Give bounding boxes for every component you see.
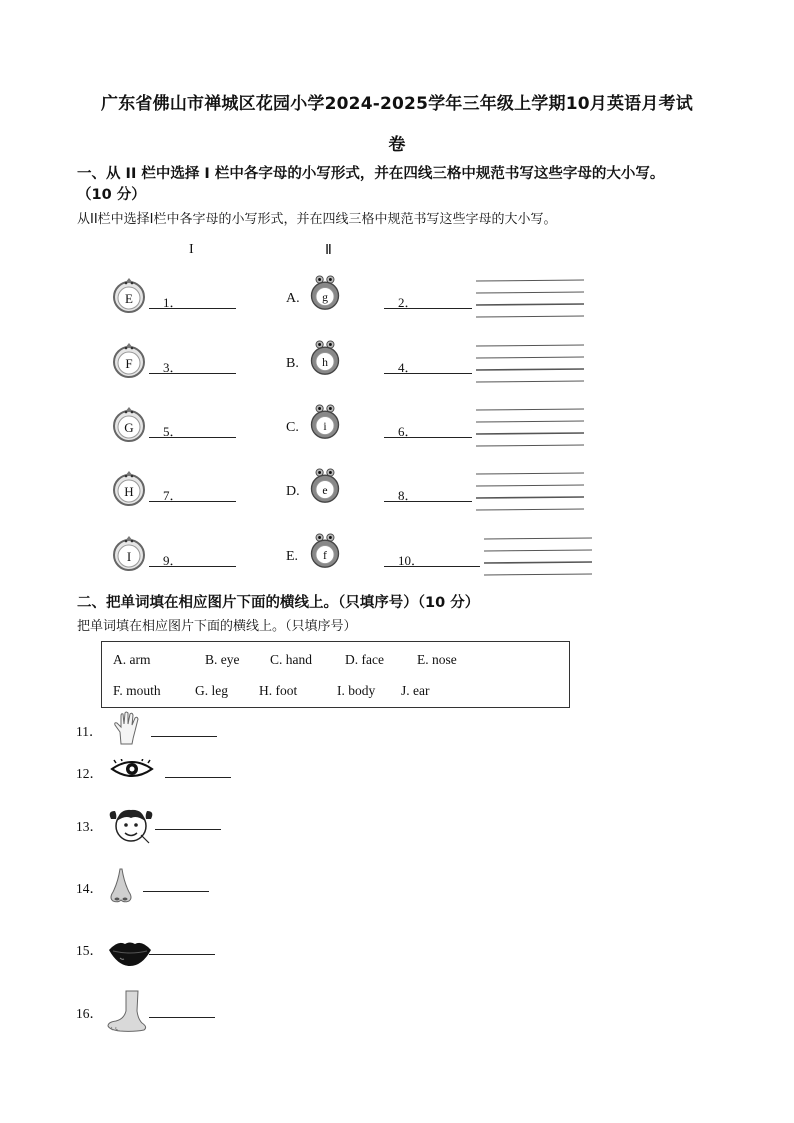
word-option: E. nose [417, 652, 457, 667]
question-number: 12． [76, 766, 103, 781]
answer-blank[interactable] [149, 548, 236, 567]
answer-blank[interactable] [151, 735, 217, 737]
uppercase-letter-badge [111, 277, 147, 313]
lowercase-letter-badge [307, 275, 343, 311]
lowercase-letter-badge [307, 404, 343, 440]
option-label: B. [286, 356, 299, 371]
section2-heading: 二、把单词填在相应图片下面的横线上。（只填序号）（10 分） [77, 595, 480, 611]
word-option: C. hand [270, 652, 312, 667]
four-line-writing-grid[interactable] [484, 537, 592, 577]
blank-number: 6． [398, 424, 418, 439]
word-option: J. ear [401, 683, 430, 698]
mouth-icon [108, 938, 152, 968]
blank-number: 10． [398, 553, 425, 568]
option-label: D. [286, 484, 300, 499]
lowercase-letter: h [322, 356, 328, 370]
face-icon [107, 805, 155, 845]
uppercase-letter-badge [111, 406, 147, 442]
foot-icon [104, 989, 148, 1033]
blank-number: 5． [163, 424, 183, 439]
answer-blank[interactable] [384, 290, 472, 309]
section1-instruction: 从II栏中选择I栏中各字母的小写形式，并在四线三格中规范书写这些字母的大小写。 [77, 212, 557, 227]
four-line-writing-grid[interactable] [476, 344, 584, 384]
page-title-continued: 卷 [388, 135, 406, 155]
uppercase-letter: H [124, 484, 134, 499]
section2-instruction: 把单词填在相应图片下面的横线上。（只填序号） [77, 619, 357, 634]
question-number: 11． [76, 724, 103, 739]
word-option: B. eye [205, 652, 240, 667]
column-ii-header: Ⅱ [325, 243, 332, 258]
word-bank-box [101, 641, 570, 708]
question-number: 15． [76, 943, 103, 958]
answer-blank[interactable] [143, 890, 209, 892]
word-option: H. foot [259, 683, 298, 698]
uppercase-letter: E [125, 291, 133, 306]
nose-icon [108, 868, 134, 904]
word-option: A. arm [113, 652, 151, 667]
answer-blank[interactable] [149, 953, 215, 955]
answer-blank[interactable] [149, 1016, 215, 1018]
blank-number: 7． [163, 488, 183, 503]
answer-blank[interactable] [384, 419, 472, 438]
uppercase-letter-badge [111, 342, 147, 378]
four-line-writing-grid[interactable] [476, 279, 584, 319]
page-title: 广东省佛山市禅城区花园小学2024-2025学年三年级上学期10月英语月考试 [101, 94, 693, 114]
section1-points: （10 分） [77, 187, 146, 203]
uppercase-letter-badge [111, 470, 147, 506]
word-option: G. leg [195, 683, 228, 698]
uppercase-letter: G [124, 420, 134, 435]
uppercase-letter: I [126, 549, 132, 564]
answer-blank[interactable] [384, 355, 472, 374]
lowercase-letter: e [322, 484, 328, 498]
answer-blank[interactable] [155, 828, 221, 830]
column-i-header: I [189, 242, 194, 257]
blank-number: 4． [398, 360, 418, 375]
four-line-writing-grid[interactable] [476, 408, 584, 448]
four-line-writing-grid[interactable] [476, 472, 584, 512]
eye-icon [110, 759, 154, 779]
answer-blank[interactable] [149, 290, 236, 309]
option-label: E. [286, 549, 299, 564]
blank-number: 9． [163, 553, 183, 568]
word-option: F. mouth [113, 683, 161, 698]
answer-blank[interactable] [165, 776, 231, 778]
lowercase-letter-badge [307, 468, 343, 504]
option-label: A. [286, 291, 300, 306]
question-number: 13． [76, 819, 103, 834]
lowercase-letter: g [322, 291, 328, 305]
uppercase-letter: F [125, 356, 133, 371]
uppercase-letter-badge [111, 535, 147, 571]
answer-blank[interactable] [149, 419, 236, 438]
blank-number: 2． [398, 295, 418, 310]
option-label: C. [286, 420, 299, 435]
lowercase-letter: f [323, 549, 327, 563]
lowercase-letter: i [323, 420, 327, 434]
blank-number: 8． [398, 488, 418, 503]
word-option: I. body [337, 683, 376, 698]
section1-heading: 一、从 II 栏中选择 I 栏中各字母的小写形式，并在四线三格中规范书写这些字母的大小写。 [77, 166, 665, 182]
lowercase-letter-badge [307, 340, 343, 376]
question-number: 16． [76, 1006, 103, 1021]
hand-icon [112, 710, 142, 746]
blank-number: 1． [163, 295, 183, 310]
answer-blank[interactable] [384, 548, 480, 567]
lowercase-letter-badge [307, 533, 343, 569]
answer-blank[interactable] [149, 483, 236, 502]
answer-blank[interactable] [149, 355, 236, 374]
question-number: 14． [76, 881, 103, 896]
word-option: D. face [345, 652, 384, 667]
blank-number: 3． [163, 360, 183, 375]
answer-blank[interactable] [384, 483, 472, 502]
